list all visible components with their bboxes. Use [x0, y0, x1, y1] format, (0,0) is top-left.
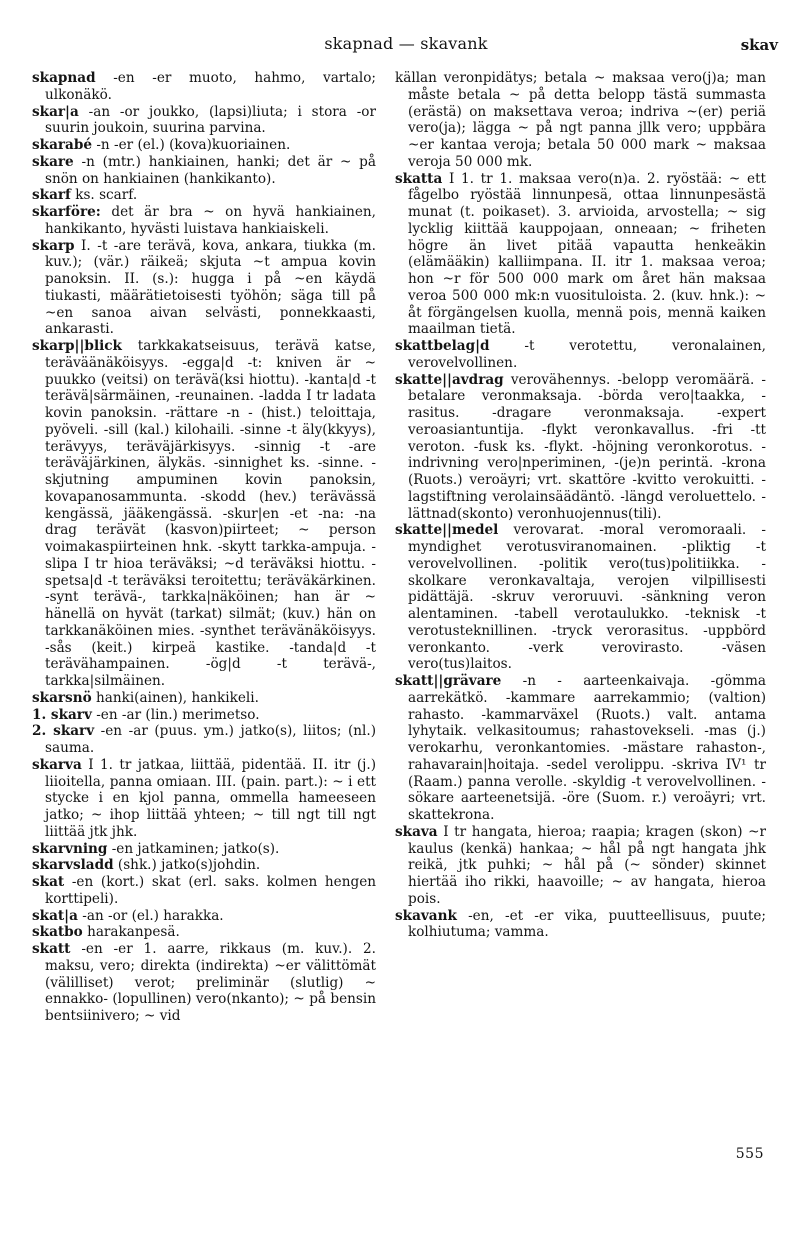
guide-word: skav	[740, 36, 778, 54]
definition: verovähennys. -belopp veromäärä. -betalare veronmaksaja. -börda vero|taakka, -rasitus. -dragare veronmaksaja. -expert veroasiantuntija. -flykt veronkavallus. -fri -tt veroton. -fusk ks. -flykt. -höjning veronkorotus. -indrivning vero|nperiminen, -(je)n perintä. -krona (Ruots.) veroäyri; vrt. skattöre -kvitto verokuitti. -lagstiftning verolainsäädäntö. -längd veroluettelo. -lättnad(skonto) veronhuojennus(tili).	[408, 371, 766, 522]
headword: 1. skarv	[32, 706, 92, 723]
dictionary-entry	[395, 338, 766, 372]
dictionary-entry	[32, 338, 376, 690]
headword: skatbo	[32, 924, 83, 941]
dictionary-entry	[32, 757, 376, 841]
headword: skatte||avdrag	[395, 371, 504, 388]
dictionary-entry	[395, 522, 766, 673]
dictionary-entry	[32, 204, 376, 238]
definition: -an -or joukko, (lapsi)liuta; i stora -or suurin joukoin, suurina parvina.	[45, 103, 376, 137]
headword: skare	[32, 153, 74, 170]
headword: skava	[395, 823, 438, 840]
dictionary-entry	[395, 908, 766, 942]
headword: skarsnö	[32, 689, 92, 706]
dictionary-entry	[395, 824, 766, 908]
dictionary-entry	[32, 154, 376, 188]
headword: skarp	[32, 237, 75, 254]
dictionary-entry	[32, 707, 376, 724]
dictionary-entry	[32, 690, 376, 707]
dictionary-entry	[32, 238, 376, 339]
definition: I tr hangata, hieroa; raapia; kragen (skon) ~r kaulus (kenkä) hankaa; ~ hål på ngt hangata jhk reikä, jtk puhki; ~ hål på (~ sönder) skinnet hiertää iho rikki, haavoille; ~ av hangata, hieroa pois.	[408, 823, 766, 907]
definition: harakanpesä.	[87, 924, 180, 941]
headword: skatta	[395, 170, 443, 187]
running-header	[32, 34, 780, 64]
headword: skarvsladd	[32, 857, 114, 874]
left-column	[32, 70, 376, 1025]
headword: skarva	[32, 756, 82, 773]
definition: tarkkakatseisuus, terävä katse, teräväänäköisyys. -egga|d -t: kniven är ~ puukko (veitsi) on terävä(ksi hiottu). -kanta|d -t terävä|särmäinen, -reunainen. -ladda I tr ladata kovin panoksin. -rättare -n - (hist.) teloittaja, pyöveli. -sill (kal.) kilohaili. -sinne -t äly(kkyys), terävyys, teräväjärkisyys. -sinnig -t -are teräväjärkinen, älykäs. -sinnighet ks. -sinne. -skjutning ampuminen kovin panoksin, kovapanosammunta. -skodd (hev.) terävässä kengässä, jääkengässä. -skur|en -et -na: -na drag terävät (kasvon)piirteet; ~ person voimakaspiirteinen hnk. -skytt tarkka-ampuja. -slipa I tr hioa teräväksi; ~d teräväksi hiottu. -spetsa|d -t teräväksi teroitettu; teräväkärkinen. -synt terävä-, tarkka|näköinen; han är ~ hänellä on hyvät (tarkat) silmät; (kuv.) hän on tarkkanäköinen mies. -synthet terävänäköisyys. -sås (keit.) kirpeä kastike. -tanda|d -t terävähampainen. -ög|d -t terävä-, tarkka|silmäinen.	[45, 338, 376, 689]
headword: skarabé	[32, 137, 93, 153]
dictionary-entry	[32, 70, 376, 104]
headword: skatt||grävare	[395, 673, 502, 689]
definition: I 1. tr jatkaa, liittää, pidentää. II. itr (j.) liioitella, panna omiaan. III. (pain. part.): ~ i ett stycke i en kjol panna, ommella hameeseen jatko; ~ ihop liittää yhteen; ~ till ngt till ngt liittää jtk jhk.	[45, 756, 376, 840]
definition: -en, -et -er vika, puutteellisuus, puute; kolhiutuma; vamma.	[408, 907, 766, 941]
dictionary-entry	[395, 171, 766, 339]
dictionary-entry	[395, 372, 766, 523]
dictionary-entry	[32, 908, 376, 925]
definition: ks. scarf.	[75, 187, 138, 204]
headword: skatte||medel	[395, 522, 499, 539]
headword: skavank	[395, 907, 457, 924]
dictionary-entry	[32, 137, 376, 154]
dictionary-entry	[32, 874, 376, 908]
dictionary-entry	[32, 857, 376, 874]
headword: skat	[32, 874, 65, 890]
headword: skat|a	[32, 907, 78, 924]
headword: 2. skarv	[32, 723, 95, 740]
dictionary-entry	[32, 841, 376, 858]
dictionary-entry	[32, 924, 376, 941]
dictionary-entry	[32, 723, 376, 757]
definition: -an -or (el.) harakka.	[82, 907, 224, 924]
headword: skar|a	[32, 103, 79, 120]
definition: -en -ar (lin.) merimetso.	[96, 706, 260, 723]
definition: I 1. tr 1. maksaa vero(n)a. 2. ryöstää: ~ ett fågelbo ryöstää linnunpesä, ottaa linnunpesästä munat (t. poikaset). 3. arvioida, arvostella; ~ sig lycklig kiittää kauppojaan, onneaan; ~ friheten högre än livet pitää vapautta henkeäkin (elämääkin) kalliimpana. II. itr 1. maksaa veroa; hon ~r för 500 000 mark om året hän maksaa veroa 500 000 mk:n vuosituloista. 2. (kuv. hnk.): ~ åt förgängelsen kuolla, mennä pois, mennä kaiken maailman tietä.	[408, 170, 766, 338]
definition: -n -er (el.) (kova)kuoriainen.	[96, 137, 291, 153]
running-title: skapnad — skavank	[324, 34, 488, 53]
definition: -t verotettu, veronalainen, verovelvollinen.	[408, 338, 766, 371]
dictionary-entry	[32, 187, 376, 204]
definition: -en -ar (puus. ym.) jatko(s), liitos; (nl.) sauma.	[45, 723, 376, 756]
page-number: 555	[735, 1146, 764, 1162]
definition: -en jatkaminen; jatko(s).	[111, 840, 280, 857]
right-column	[395, 70, 766, 941]
definition: I. -t -are terävä, kova, ankara, tiukka (m. kuv.); (vär.) räikeä; skjuta ~t ampua kovin panoksin. II. (s.): hugga i på ~en käydä tiukasti, määrätietoisesti työhön; säga till på ~en sanoa aivan selvästi, ponnekkaasti, ankarasti.	[45, 237, 376, 338]
headword: skarvning	[32, 840, 108, 857]
definition: (shk.) jatko(s)johdin.	[117, 857, 261, 874]
definition: -en -er muoto, hahmo, vartalo; ulkonäkö.	[45, 70, 376, 103]
headword: skattbelag|d	[395, 338, 490, 354]
headword: skarföre:	[32, 204, 101, 220]
dictionary-entry	[395, 70, 766, 171]
dictionary-entry	[395, 673, 766, 824]
definition: verovarat. -moral veromoraali. -myndighet verotusviranomainen. -pliktig -t verovelvollinen. -politik vero(tus)politiikka. -skolkare veronkavaltaja, verojen vilpillisesti pidättäjä. -skruv veroruuvi. -sänkning veron alentaminen. -tabell verotaulukko. -teknisk -t verotusteknillinen. -tryck verorasitus. -uppbörd veronkanto. -verk verovirasto. -väsen vero(tus)laitos.	[408, 522, 766, 673]
dictionary-entry	[32, 941, 376, 1025]
headword: skapnad	[32, 70, 96, 86]
definition: -en -er 1. aarre, rikkaus (m. kuv.). 2. maksu, vero; direkta (indirekta) ~er välittömät (välilliset) verot; preliminär (slutlig) ~ ennakko- (lopullinen) vero(nkanto); ~ på bensin bentsiinivero; ~ vid	[45, 941, 376, 1024]
definition: hanki(ainen), hankikeli.	[95, 689, 259, 706]
definition: källan veronpidätys; betala ~ maksaa vero(j)a; man måste betala ~ på detta belopp tästä summasta (erästä) on maksettava veroa; indriva ~(er) periä vero(ja); lägga ~ på ngt panna jllk vero; uppbära ~er kantaa veroja; betala 50 000 mark ~ maksaa veroja 50 000 mk.	[395, 70, 766, 170]
definition: -n (mtr.) hankiainen, hanki; det är ~ på snön on hankiainen (hankikanto).	[45, 153, 376, 187]
dictionary-entry	[32, 104, 376, 138]
headword: skarf	[32, 187, 71, 204]
definition: -n - aarteenkaivaja. -gömma aarrekätkö. -kammare aarrekammio; (valtion) rahasto. -kammarväxel (Ruots.) valt. antama lyhytaik. velkasitoumus; rahastovekseli. -mas (j.) verokarhu, veronkantomies. -mästare rahaston-, rahavarain|hoitaja. -sedel verolippu. -skriva IV¹ tr (Raam.) panna verolle. -skyldig -t verovelvollinen. -sökare aarteenetsijä. -öre (Suom. r.) veroäyri; vrt. skattekrona.	[408, 673, 766, 823]
definition: det är bra ~ on hyvä hankiainen, hankikanto, hyvästi luistava hankiaiskeli.	[45, 204, 376, 237]
headword: skarp||blick	[32, 338, 122, 354]
definition: -en (kort.) skat (erl. saks. kolmen hengen korttipeli).	[45, 874, 376, 907]
headword: skatt	[32, 941, 71, 957]
